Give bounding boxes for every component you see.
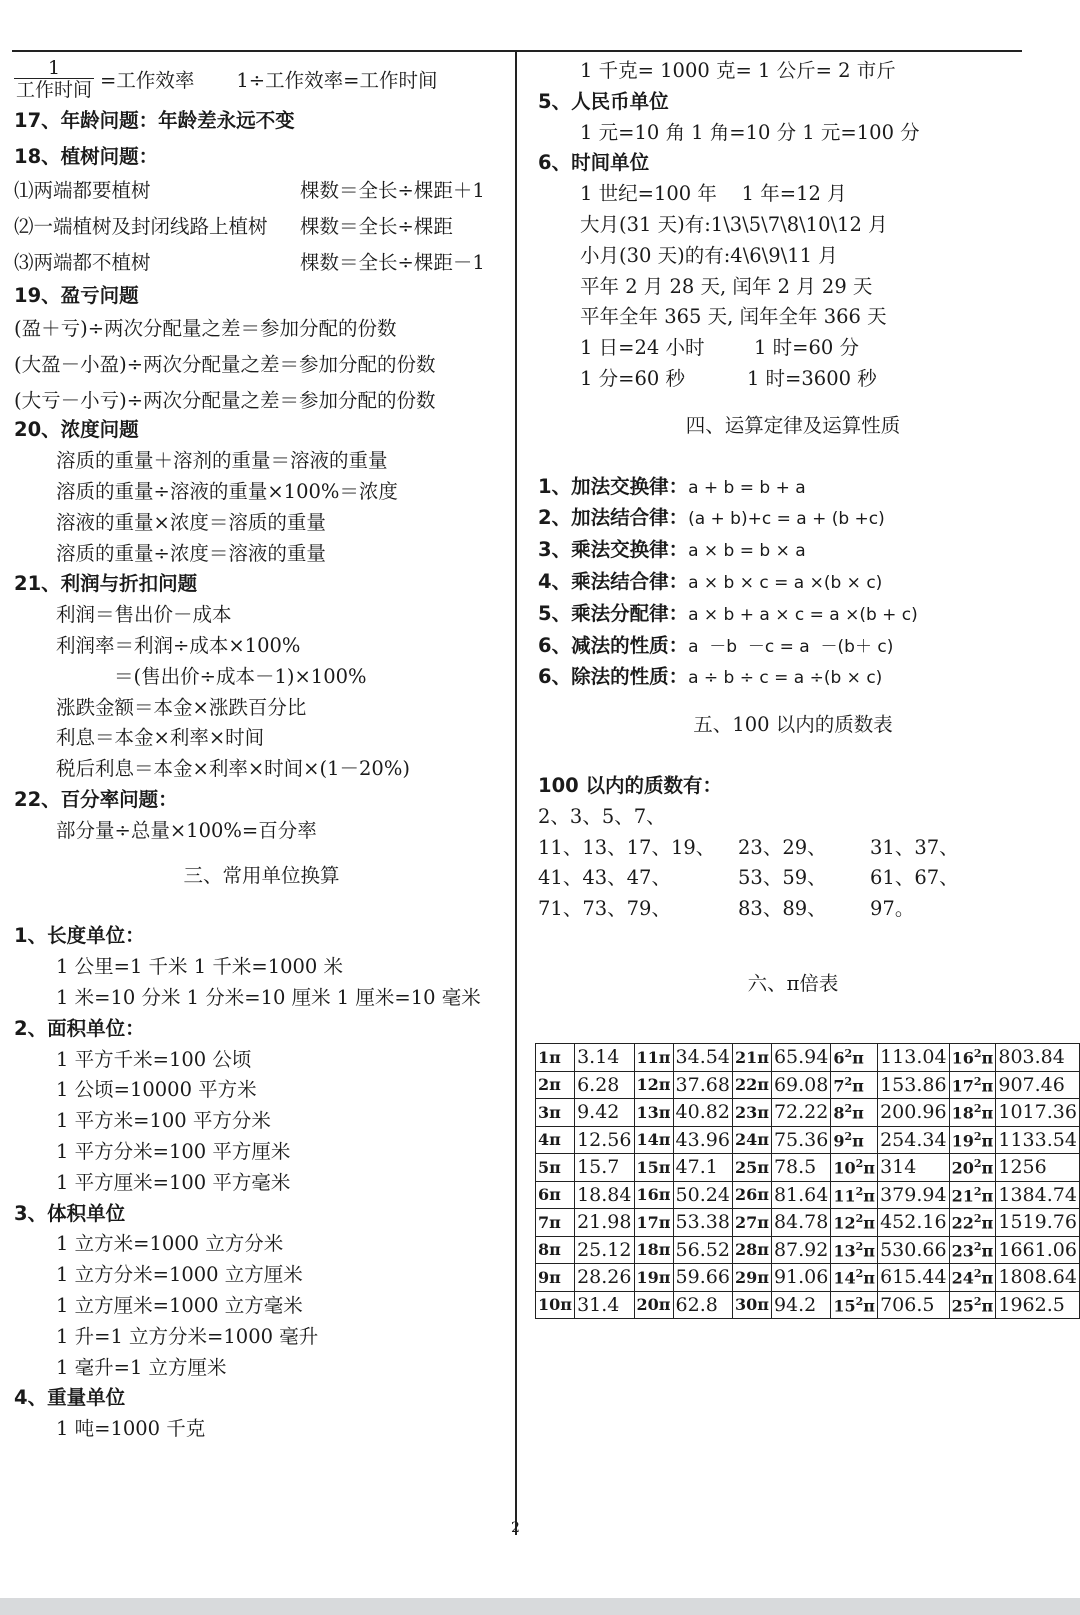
- area-conversion: 1 平方米=100 平方分米: [56, 1109, 271, 1133]
- formula-text-2: 1÷工作效率=工作时间: [236, 69, 438, 92]
- pi-multiple-label: 25π: [732, 1154, 771, 1182]
- prime-group: 97。: [870, 897, 915, 921]
- pi-multiple-label: 28π: [732, 1236, 771, 1264]
- unit-volume-heading: 3、体积单位: [14, 1201, 126, 1225]
- pi-multiple-value: 6.28: [575, 1071, 634, 1099]
- pi-multiple-value: 50.24: [673, 1181, 732, 1209]
- pi-multiple-label: 15π: [634, 1154, 673, 1182]
- pi-multiple-value: 1256: [996, 1154, 1080, 1182]
- law-formula: a －b －c = a －(b＋ c): [688, 636, 894, 657]
- footer-strip: [0, 1598, 1080, 1615]
- pi-multiple-label: $11^2\pi$: [831, 1181, 878, 1209]
- pi-multiple-value: 75.36: [771, 1126, 830, 1154]
- prime-group: 53、59、: [738, 866, 827, 890]
- pi-multiple-value: 37.68: [673, 1071, 732, 1099]
- length-conversion: 1 米=10 分米 1 分米=10 厘米 1 厘米=10 毫米: [56, 985, 481, 1009]
- right-column: [538, 56, 1048, 1000]
- pi-multiple-value: 91.06: [771, 1264, 830, 1292]
- page-number: 2: [511, 1520, 520, 1536]
- pi-multiple-value: 1962.5: [996, 1291, 1080, 1319]
- profit-formula: 利润率＝利润÷成本×100%: [56, 633, 301, 657]
- prime-group: 71、73、79、: [538, 897, 671, 921]
- pi-multiple-value: 15.7: [575, 1154, 634, 1182]
- length-conversion: 1 公里=1 千米 1 千米=1000 米: [56, 955, 344, 979]
- pi-multiple-label: $20^2\pi$: [949, 1154, 996, 1182]
- pi-multiple-label: $23^2\pi$: [949, 1236, 996, 1264]
- pi-multiple-value: 907.46: [996, 1071, 1080, 1099]
- law-row: [538, 472, 1048, 504]
- kg-conversion: 1 千克= 1000 克= 1 公斤= 2 市斤: [580, 59, 896, 82]
- concentration-formula: 溶质的重量÷溶液的重量×100%＝浓度: [56, 479, 398, 503]
- concentration-formula: 溶质的重量÷浓度＝溶液的重量: [56, 541, 326, 565]
- time-conversion: 平年 2 月 28 天, 闰年 2 月 29 天: [580, 274, 873, 298]
- volume-conversion: 1 立方厘米=1000 立方毫米: [56, 1293, 303, 1317]
- pi-multiple-value: 254.34: [878, 1126, 949, 1154]
- pi-multiple-label: 13π: [634, 1099, 673, 1127]
- pi-multiple-label: 21π: [732, 1044, 771, 1072]
- pi-multiple-label: 29π: [732, 1264, 771, 1292]
- law-row: [538, 567, 1048, 599]
- law-name: 6、减法的性质：: [538, 633, 689, 657]
- pi-multiple-label: 18π: [634, 1236, 673, 1264]
- prime-group: 11、13、17、19、: [538, 835, 716, 859]
- tree-rule-row: [14, 245, 509, 281]
- pi-multiple-value: 87.92: [771, 1236, 830, 1264]
- weight-conversion: 1 吨=1000 千克: [56, 1417, 206, 1441]
- pi-multiple-label: $8^2\pi$: [831, 1099, 878, 1127]
- section-21: 21、利润与折扣问题: [14, 572, 198, 596]
- unit-area-heading: 2、面积单位：: [14, 1016, 145, 1040]
- law-name: 1、加法交换律：: [538, 474, 689, 498]
- profit-formula: 涨跌金额＝本金×涨跌百分比: [56, 695, 307, 719]
- pi-multiple-label: 19π: [634, 1264, 673, 1292]
- law-formula: a × b = b × a: [688, 541, 806, 562]
- law-row: [538, 631, 1048, 663]
- section-18: 18、植树问题：: [14, 144, 159, 168]
- pi-multiple-value: 615.44: [878, 1264, 949, 1292]
- time-conversion: 1 日=24 小时 1 时=60 分: [580, 336, 859, 360]
- area-conversion: 1 平方千米=100 公顷: [56, 1047, 252, 1071]
- tree-rule-row: [14, 209, 509, 245]
- pi-multiple-value: 530.66: [878, 1236, 949, 1264]
- section-22: 22、百分率问题：: [14, 787, 178, 811]
- unit-weight-heading: 4、重量单位: [14, 1386, 126, 1410]
- law-formula: a × b × c = a ×(b × c): [688, 572, 883, 593]
- profit-formula: 利润＝售出价－成本: [56, 603, 232, 627]
- pi-multiple-value: 1384.74: [996, 1181, 1080, 1209]
- volume-conversion: 1 立方米=1000 立方分米: [56, 1232, 284, 1256]
- work-efficiency-formula: [14, 56, 509, 102]
- area-conversion: 1 平方分米=100 平方厘米: [56, 1139, 291, 1163]
- rmb-conversion: 1 元=10 角 1 角=10 分 1 元=100 分: [580, 120, 920, 144]
- time-conversion: 大月(31 天)有:1\3\5\7\8\10\12 月: [580, 212, 888, 236]
- left-column: [14, 56, 509, 1445]
- pi-table-row: [536, 1236, 1080, 1264]
- pi-multiple-value: 34.54: [673, 1044, 732, 1072]
- pi-multiple-label: $13^2\pi$: [831, 1236, 878, 1264]
- tree-case: ⑶两端都不植树: [14, 250, 151, 274]
- law-formula: a × b + a × c = a ×(b + c): [688, 604, 918, 625]
- pi-multiple-value: 12.56: [575, 1126, 634, 1154]
- column-divider: [515, 50, 517, 1535]
- pi-multiple-label: 2π: [536, 1071, 575, 1099]
- tree-rule-row: [14, 173, 509, 209]
- pi-multiple-label: 12π: [634, 1071, 673, 1099]
- pi-multiple-label: $9^2\pi$: [831, 1126, 878, 1154]
- pi-multiple-value: 59.66: [673, 1264, 732, 1292]
- pi-multiple-label: $24^2\pi$: [949, 1264, 996, 1292]
- pi-multiple-value: 200.96: [878, 1099, 949, 1127]
- pi-table-row: [536, 1209, 1080, 1237]
- primes-title: 100 以内的质数有：: [538, 773, 722, 797]
- pi-multiple-label: $21^2\pi$: [949, 1181, 996, 1209]
- pi-multiple-label: 22π: [732, 1071, 771, 1099]
- pi-multiple-value: 25.12: [575, 1236, 634, 1264]
- unit-length-heading: 1、长度单位：: [14, 924, 145, 948]
- profit-formula: 利息＝本金×利率×时间: [56, 726, 265, 750]
- primes-row: 2、3、5、7、: [538, 804, 666, 828]
- pi-multiple-value: 314: [878, 1154, 949, 1182]
- pi-multiple-value: 53.38: [673, 1209, 732, 1237]
- law-row: [538, 503, 1048, 535]
- profit-loss-formula: (盈＋亏)÷两次分配量之差＝参加分配的份数: [14, 317, 397, 341]
- time-conversion: 小月(30 天)的有:4\6\9\11 月: [580, 243, 838, 267]
- pi-table-row: [536, 1154, 1080, 1182]
- fraction-denominator: 工作时间: [16, 78, 93, 101]
- law-row: [538, 535, 1048, 567]
- pi-multiple-value: 62.8: [673, 1291, 732, 1319]
- primes-row: [538, 833, 1048, 864]
- top-rule: [12, 50, 1022, 52]
- tree-formula: 棵数＝全长÷棵距: [300, 214, 453, 238]
- pi-table-row: [536, 1126, 1080, 1154]
- section-title-primes: 五、100 以内的质数表: [693, 713, 893, 737]
- percent-formula: 部分量÷总量×100%=百分率: [56, 818, 317, 842]
- pi-multiples-table: [535, 1043, 1080, 1319]
- pi-multiple-value: 1133.54: [996, 1126, 1080, 1154]
- fraction: [14, 58, 94, 101]
- pi-multiple-value: 72.22: [771, 1099, 830, 1127]
- law-name: 2、加法结合律：: [538, 506, 689, 530]
- tree-case: ⑴两端都要植树: [14, 178, 151, 202]
- prime-group: 31、37、: [870, 835, 959, 859]
- unit-time-heading: 6、时间单位: [538, 151, 650, 175]
- pi-multiple-label: $15^2\pi$: [831, 1291, 878, 1319]
- profit-formula: 税后利息＝本金×利率×时间×(1－20%): [56, 757, 410, 781]
- pi-multiple-value: 1519.76: [996, 1209, 1080, 1237]
- pi-multiple-label: 9π: [536, 1264, 575, 1292]
- time-conversion: 1 世纪=100 年 1 年=12 月: [580, 182, 847, 206]
- pi-multiple-label: $7^2\pi$: [831, 1071, 878, 1099]
- pi-multiple-value: 1808.64: [996, 1264, 1080, 1292]
- pi-multiple-label: 7π: [536, 1209, 575, 1237]
- pi-multiple-label: 6π: [536, 1181, 575, 1209]
- time-conversion: 平年全年 365 天, 闰年全年 366 天: [580, 305, 887, 329]
- pi-multiple-label: 26π: [732, 1181, 771, 1209]
- pi-table-row: [536, 1044, 1080, 1072]
- pi-multiple-value: 47.1: [673, 1154, 732, 1182]
- pi-multiple-value: 1661.06: [996, 1236, 1080, 1264]
- pi-multiple-label: 5π: [536, 1154, 575, 1182]
- pi-multiple-value: 706.5: [878, 1291, 949, 1319]
- section-title-laws: 四、运算定律及运算性质: [685, 413, 901, 437]
- pi-multiple-label: 10π: [536, 1291, 575, 1319]
- pi-multiple-label: $17^2\pi$: [949, 1071, 996, 1099]
- prime-group: 23、29、: [738, 835, 827, 859]
- section-17: 17、年龄问题：年龄差永远不变: [14, 109, 295, 132]
- pi-multiple-label: $12^2\pi$: [831, 1209, 878, 1237]
- law-name: 6、除法的性质：: [538, 665, 689, 689]
- law-formula: (a + b)+c = a + (b +c): [688, 509, 885, 530]
- pi-table-row: [536, 1291, 1080, 1319]
- law-row: [538, 599, 1048, 631]
- section-title-units: 三、常用单位换算: [183, 863, 340, 887]
- area-conversion: 1 平方厘米=100 平方毫米: [56, 1170, 291, 1194]
- section-19: 19、盈亏问题: [14, 283, 139, 307]
- pi-multiple-value: 78.5: [771, 1154, 830, 1182]
- law-formula: a ÷ b ÷ c = a ÷(b × c): [688, 668, 883, 689]
- law-name: 5、乘法分配律：: [538, 601, 689, 625]
- pi-table-row: [536, 1071, 1080, 1099]
- pi-multiple-value: 31.4: [575, 1291, 634, 1319]
- pi-multiple-label: $6^2\pi$: [831, 1044, 878, 1072]
- pi-multiple-label: $16^2\pi$: [949, 1044, 996, 1072]
- pi-multiple-value: 1017.36: [996, 1099, 1080, 1127]
- pi-multiple-value: 65.94: [771, 1044, 830, 1072]
- pi-multiple-label: 14π: [634, 1126, 673, 1154]
- pi-multiple-value: 153.86: [878, 1071, 949, 1099]
- pi-multiple-value: 21.98: [575, 1209, 634, 1237]
- pi-multiple-value: 84.78: [771, 1209, 830, 1237]
- law-name: 4、乘法结合律：: [538, 569, 689, 593]
- pi-multiple-value: 18.84: [575, 1181, 634, 1209]
- formula-text: =工作效率: [100, 69, 195, 92]
- law-row: [538, 662, 1048, 694]
- pi-multiple-label: $18^2\pi$: [949, 1099, 996, 1127]
- volume-conversion: 1 立方分米=1000 立方厘米: [56, 1263, 303, 1287]
- pi-multiple-label: 11π: [634, 1044, 673, 1072]
- pi-table-row: [536, 1099, 1080, 1127]
- pi-multiple-label: 17π: [634, 1209, 673, 1237]
- time-conversion: 1 分=60 秒 1 时=3600 秒: [580, 366, 877, 390]
- pi-multiple-label: 23π: [732, 1099, 771, 1127]
- tree-formula: 棵数＝全长÷棵距－1: [300, 250, 485, 274]
- pi-multiple-value: 81.64: [771, 1181, 830, 1209]
- law-name: 3、乘法交换律：: [538, 538, 689, 562]
- pi-multiple-value: 94.2: [771, 1291, 830, 1319]
- pi-multiple-value: 69.08: [771, 1071, 830, 1099]
- pi-multiple-label: 24π: [732, 1126, 771, 1154]
- pi-multiple-value: 43.96: [673, 1126, 732, 1154]
- prime-group: 61、67、: [870, 866, 959, 890]
- pi-multiple-value: 379.94: [878, 1181, 949, 1209]
- section-20: 20、浓度问题: [14, 418, 139, 442]
- concentration-formula: 溶质的重量＋溶剂的重量＝溶液的重量: [56, 449, 388, 473]
- prime-group: 41、43、47、: [538, 866, 671, 890]
- pi-multiple-label: $22^2\pi$: [949, 1209, 996, 1237]
- tree-formula: 棵数＝全长÷棵距＋1: [300, 178, 485, 202]
- pi-multiple-label: $25^2\pi$: [949, 1291, 996, 1319]
- pi-multiple-value: 9.42: [575, 1099, 634, 1127]
- pi-multiple-label: $14^2\pi$: [831, 1264, 878, 1292]
- pi-table-row: [536, 1181, 1080, 1209]
- pi-multiple-label: $10^2\pi$: [831, 1154, 878, 1182]
- section-title-pi: 六、π倍表: [747, 971, 839, 995]
- primes-row: [538, 894, 1048, 925]
- unit-rmb-heading: 5、人民币单位: [538, 89, 669, 113]
- pi-multiple-value: 3.14: [575, 1044, 634, 1072]
- fraction-numerator: 1: [47, 56, 61, 79]
- pi-multiple-label: 3π: [536, 1099, 575, 1127]
- pi-multiple-label: $19^2\pi$: [949, 1126, 996, 1154]
- pi-multiple-value: 452.16: [878, 1209, 949, 1237]
- pi-multiple-value: 113.04: [878, 1044, 949, 1072]
- pi-multiple-label: 8π: [536, 1236, 575, 1264]
- pi-multiple-value: 28.26: [575, 1264, 634, 1292]
- concentration-formula: 溶液的重量×浓度＝溶质的重量: [56, 510, 326, 534]
- pi-multiple-value: 803.84: [996, 1044, 1080, 1072]
- law-formula: a + b = b + a: [688, 477, 806, 498]
- pi-multiple-value: 40.82: [673, 1099, 732, 1127]
- pi-multiple-label: 30π: [732, 1291, 771, 1319]
- area-conversion: 1 公顷=10000 平方米: [56, 1078, 257, 1102]
- tree-case: ⑵一端植树及封闭线路上植树: [14, 214, 268, 238]
- pi-multiple-label: 16π: [634, 1181, 673, 1209]
- pi-multiple-label: 27π: [732, 1209, 771, 1237]
- volume-conversion: 1 毫升=1 立方厘米: [56, 1355, 227, 1379]
- pi-multiple-label: 20π: [634, 1291, 673, 1319]
- profit-formula: ＝(售出价÷成本－1)×100%: [114, 664, 367, 688]
- prime-group: 83、89、: [738, 897, 827, 921]
- pi-multiple-value: 56.52: [673, 1236, 732, 1264]
- volume-conversion: 1 升=1 立方分米=1000 毫升: [56, 1324, 319, 1348]
- pi-multiple-label: 4π: [536, 1126, 575, 1154]
- pi-multiple-label: 1π: [536, 1044, 575, 1072]
- pi-table-row: [536, 1264, 1080, 1292]
- profit-loss-formula: (大亏－小亏)÷两次分配量之差＝参加分配的份数: [14, 389, 436, 413]
- profit-loss-formula: (大盈－小盈)÷两次分配量之差＝参加分配的份数: [14, 353, 436, 377]
- primes-row: [538, 863, 1048, 894]
